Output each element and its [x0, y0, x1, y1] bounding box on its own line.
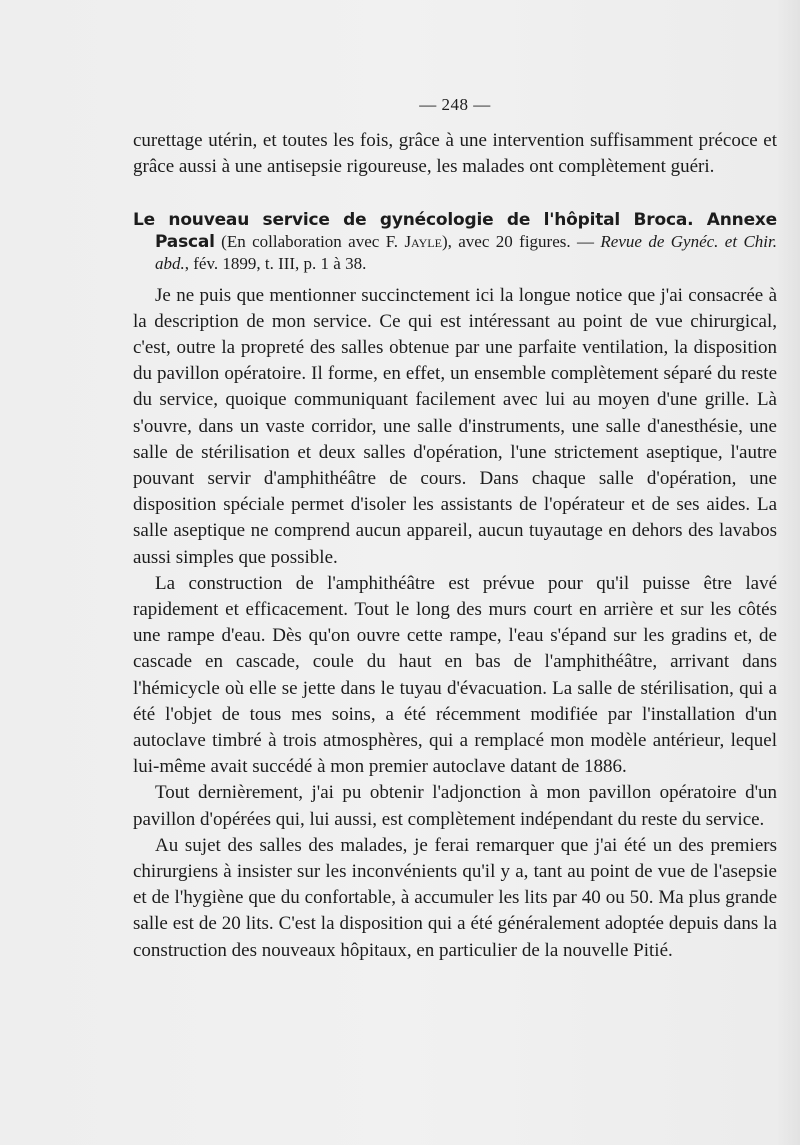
bibliography-entry: [133, 209, 777, 275]
entry-collab-suffix: ), avec 20 figures. —: [441, 231, 601, 251]
opening-paragraph: curettage utérin, et toutes les fois, grâce à une intervention suffisamment précoce et grâce aussi à une antisepsie rigoureuse, les malades ont complètement guéri.: [133, 130, 777, 178]
entry-title: Le nouveau service de gynécologie de l'hôpital Broca. Annexe Pascal: [133, 209, 777, 252]
body-paragraph-2: La construction de l'amphithéâtre est prévue pour qu'il puisse être lavé rapidement et efficacement. Tout le long des murs court en arrière et sur les côtés une rampe d'eau. Dès qu'on ouvre cette rampe, l'eau s'épand sur les gradins et, de cascade en cascade, coule du haut en bas de l'amphithéâtre, arrivant dans l'hémicycle où elle se jette dans le tuyau d'évacuation. La salle de stérilisation, qui a été l'objet de tous mes soins, a été récemment modifiée par l'installation d'un autoclave timbré à trois atmosphères, qui a remplacé mon modèle antérieur, lequel lui-même avait succédé à mon premier autoclave datant de 1886.: [133, 572, 777, 778]
entry-collab-prefix: (En collaboration avec F.: [214, 231, 405, 251]
body-paragraph-1: Je ne puis que mentionner succinctement ici la longue notice que j'ai consacrée à la description de mon service. Ce qui est intéressant au point de vue chirurgical, c'est, outre la propreté des salles obtenue par une parfaite ventilation, la disposition du pavillon opératoire. Il forme, en effet, un ensemble complètement séparé du reste du service, quoique communiquant facilement avec lui au moyen d'une grille. Là s'ouvre, dans un vaste corridor, une salle d'instruments, une salle d'anesthésie, une salle de stérilisation et deux salles d'opération, l'une strictement aseptique, l'autre pouvant servir d'amphithéâtre de cours. Dans chaque salle d'opération, une disposition spéciale permet d'isoler les assistants de l'opérateur et de ses aides. La salle aseptique ne comprend aucun appareil, aucun tuyautage en dehors des lavabos aussi simples que possible.: [133, 284, 777, 568]
entry-journal: Revue de Gynéc. et Chir. abd.: [155, 231, 777, 273]
body-paragraph-3: Tout dernièrement, j'ai pu obtenir l'adjonction à mon pavillon opératoire d'un pavillon d'opérées qui, lui aussi, est complètement indépendant du reste du service.: [133, 782, 777, 830]
page-number: — 248 —: [419, 95, 491, 114]
body-paragraph-4: Au sujet des salles des malades, je ferai remarquer que j'ai été un des premiers chirurgiens à insister sur les inconvénients qu'il y a, tant au point de vue de l'asepsie et de l'hygiène que du confortable, à accumuler les lits par 40 ou 50. Ma plus grande salle est de 20 lits. C'est la disposition qui a été généralement adoptée depuis dans la construction des nouveaux hôpitaux, en particulier de la nouvelle Pitié.: [133, 834, 777, 961]
page-content: [133, 92, 777, 964]
entry-citation: , fév. 1899, t. III, p. 1 à 38.: [184, 253, 367, 273]
entry-collab-author: Jayle: [404, 231, 442, 251]
